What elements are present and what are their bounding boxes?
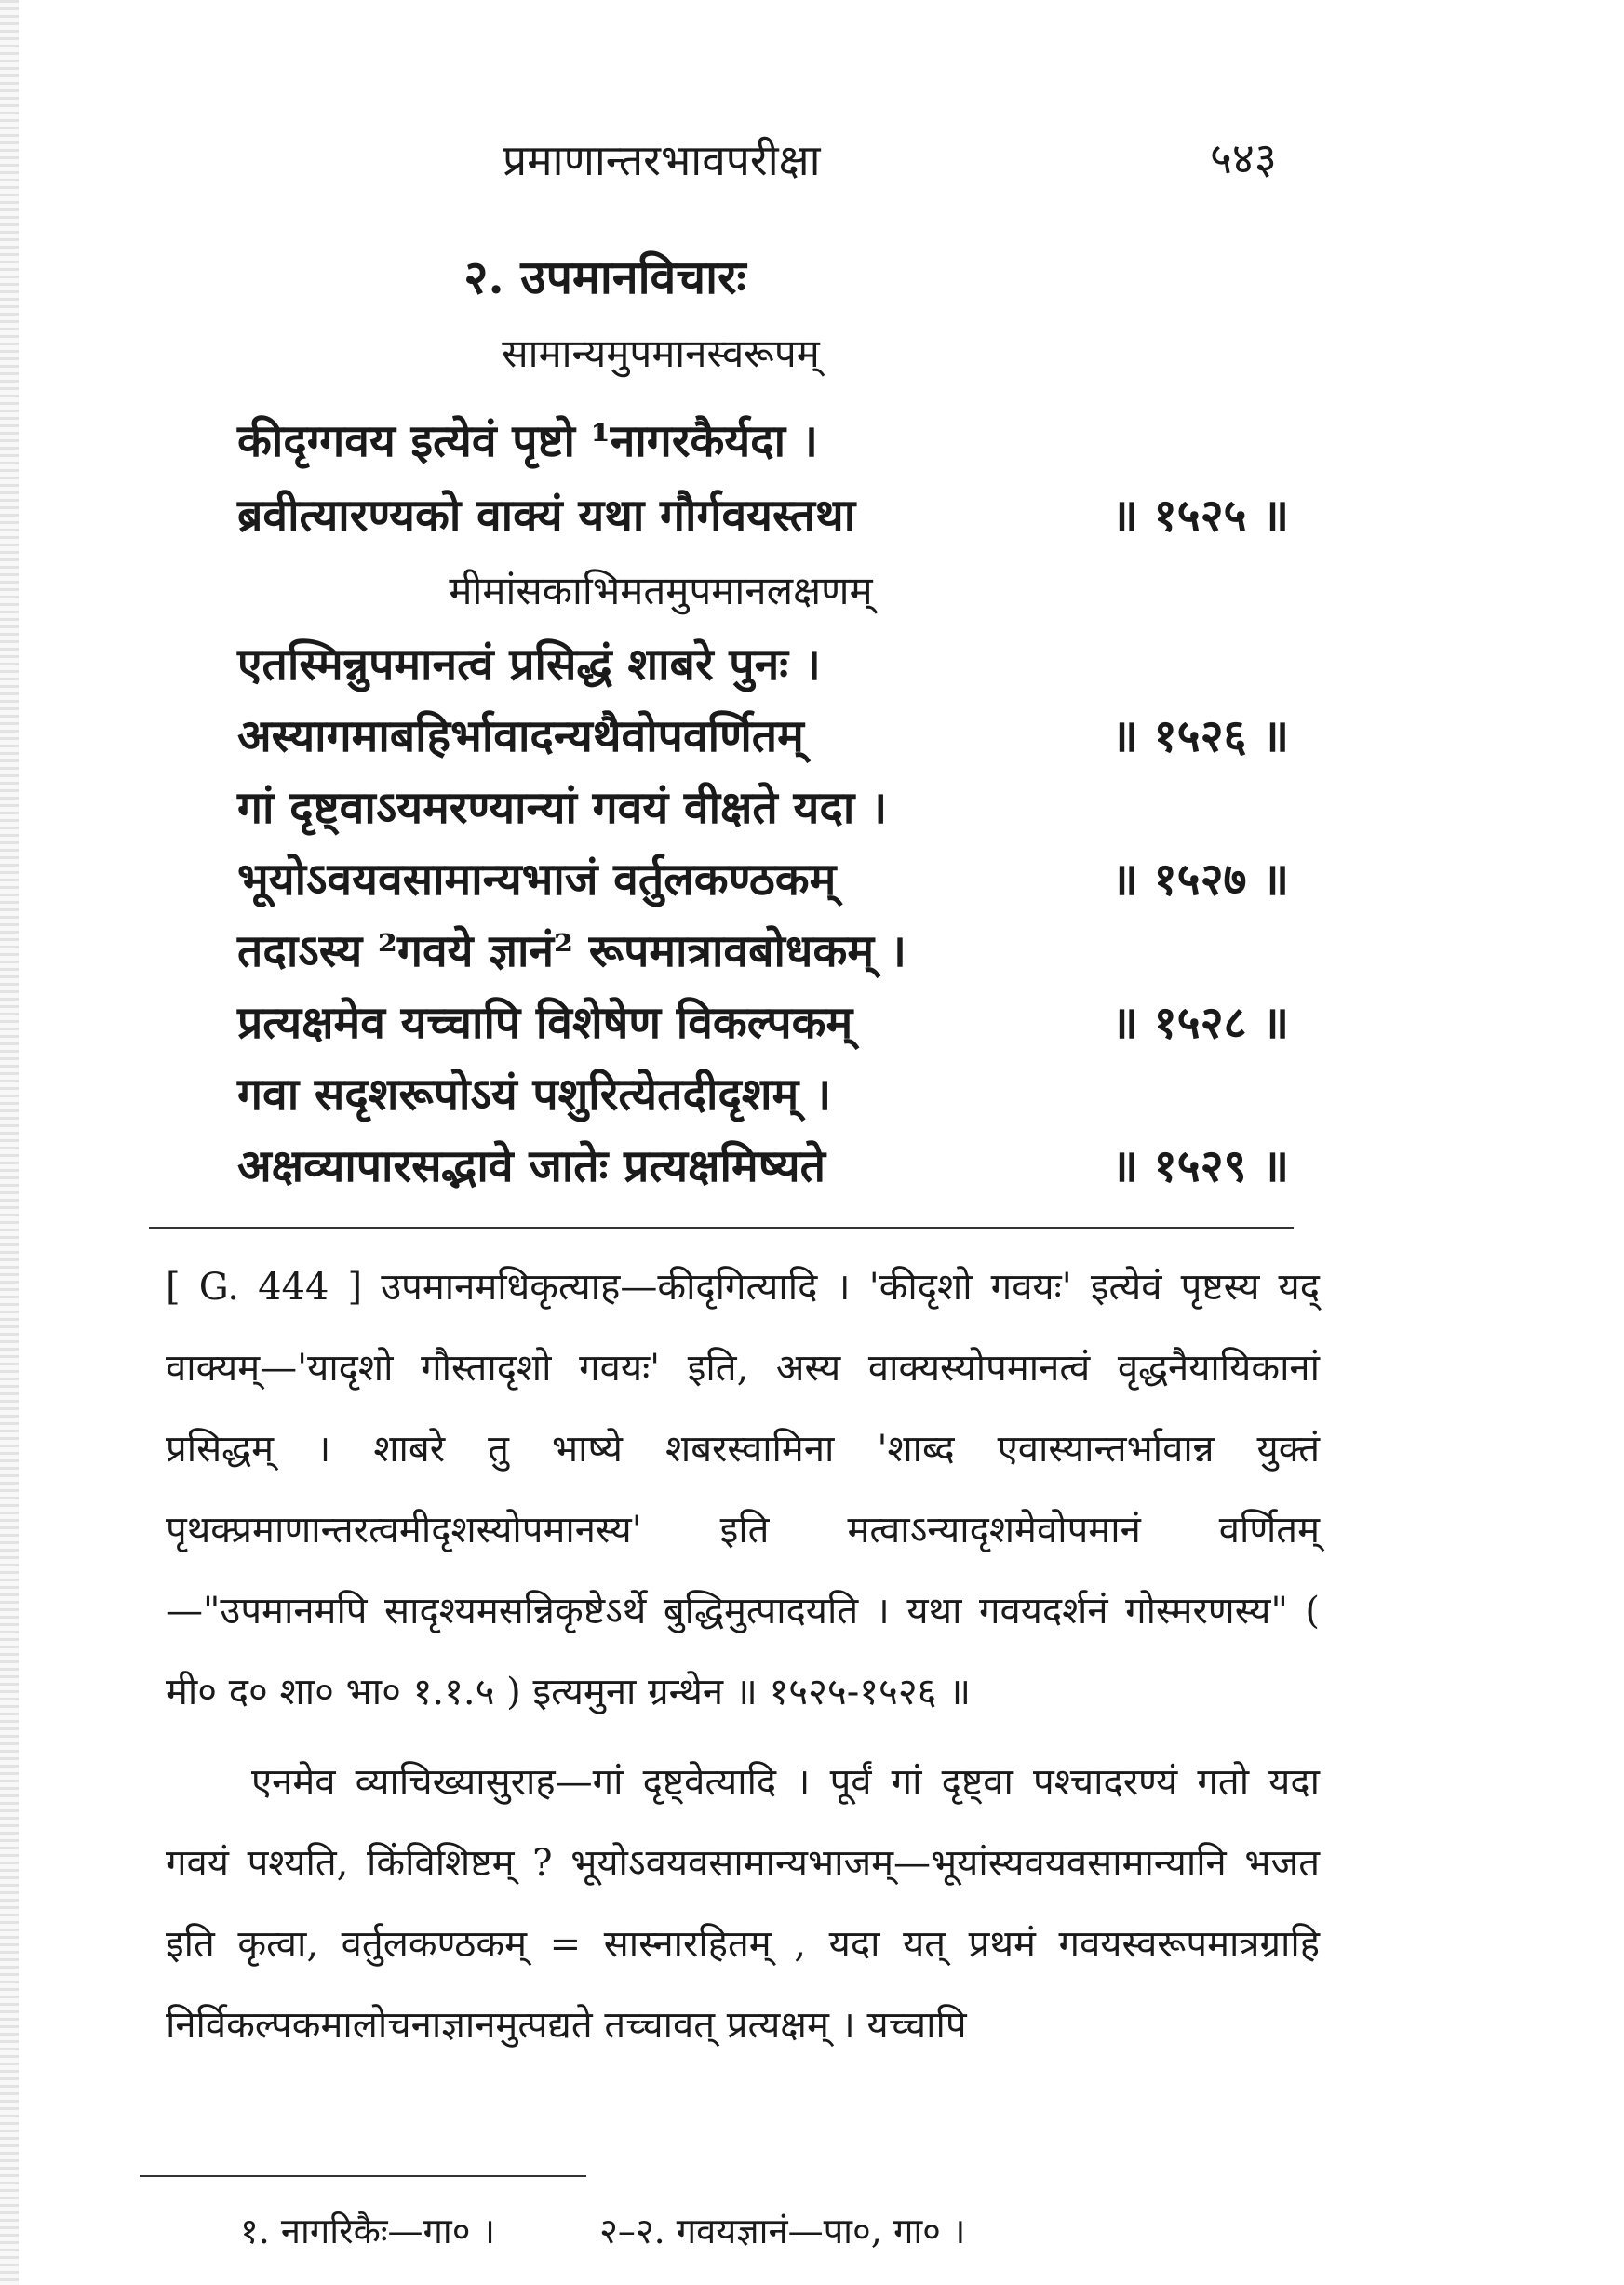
verse-line <box>237 705 1289 765</box>
verse-line <box>237 633 1289 693</box>
footnotes <box>240 2206 965 2254</box>
verse-number: ॥ १५२९ ॥ <box>1111 1140 1289 1192</box>
verse-text: अस्यागमाबहिर्भावादन्यथैवोपवर्णितम् <box>237 710 804 762</box>
verse-line <box>237 848 1289 908</box>
page-number: ५४३ <box>1210 133 1277 183</box>
footnote: १. नागरिकैः—गा० । <box>240 2211 495 2251</box>
footnote-divider <box>140 2175 586 2177</box>
verse-commentary-divider <box>149 1227 1294 1229</box>
verse-text: अक्षव्यापारसद्भावे जातेः प्रत्यक्षमिष्यते <box>237 1140 825 1192</box>
subheading-upamana-svarupa: सामान्यमुपमानस्वरूपम् <box>502 330 820 376</box>
running-title: प्रमाणान्तरभावपरीक्षा <box>503 135 821 185</box>
verse-line <box>237 1063 1289 1123</box>
verse-text: प्रत्यक्षमेव यच्चापि विशेषेण विकल्पकम् <box>237 997 853 1049</box>
verse-line <box>237 410 1289 470</box>
verse-number: ॥ १५२७ ॥ <box>1111 854 1289 906</box>
verse-text: कीदृग्गवय इत्येवं पृष्टो ¹नागरकैर्यदा । <box>237 415 818 467</box>
verse-text: तदाऽस्य ²गवये ज्ञानं² रूपमात्रावबोधकम् । <box>237 925 906 977</box>
commentary-paragraph: [ G. 444 ] उपमानमधिकृत्याह—कीदृगित्यादि । 'कीदृशो गवयः' इत्येवं पृष्टस्य यद् वाक्यम्—'यादृशो गौस्तादृशो गवयः' इति, अस्य वाक्यस्योपमानत्वं वृद्धनैयायिकानां प्रसिद्धम् । शाबरे तु भाष्ये शबरस्वामिना 'शाब्द एवास्यान्तर्भावान्न युक्तं पृथक्प्रमाणान्तरत्वमीदृशस्योपमानस्य' इति मत्वाऽन्यादृशमेवोपमानं वर्णितम्—"उपमानमपि सादृश्यमसन्निकृष्टेऽर्थे बुद्धिमुत्पादयति । यथा गवयदर्शनं गोस्मरणस्य" ( मी० द० शा० भा० १.१.५ ) इत्यमुना ग्रन्थेन ॥ १५२५-१५२६ ॥ <box>166 1266 1320 1714</box>
verse-text: ब्रवीत्यारण्यको वाक्यं यथा गौर्गवयस्तथा <box>237 490 856 542</box>
verse-line <box>237 920 1289 980</box>
verse-text: भूयोऽवयवसामान्यभाजं वर्तुलकण्ठकम् <box>237 854 837 906</box>
section-title: २. उपमानविचारः <box>463 249 746 304</box>
verse-number: ॥ १५२६ ॥ <box>1111 710 1289 762</box>
verse-text: एतस्मिन्नुपमानत्वं प्रसिद्धं शाबरे पुनः । <box>237 638 821 691</box>
verse-line <box>237 991 1289 1052</box>
commentary <box>166 1247 1320 2066</box>
verse-text: गवा सदृशरूपोऽयं पशुरित्येतदीदृशम् । <box>237 1069 832 1121</box>
verse-number: ॥ १५२५ ॥ <box>1111 490 1289 542</box>
verse-line <box>237 776 1289 837</box>
verse-line <box>237 1135 1289 1195</box>
subheading-mimamsaka-lakshana: मीमांसकाभिमतमुपमानलक्षणम् <box>449 568 873 613</box>
verse-line <box>237 484 1289 544</box>
verse-number: ॥ १५२८ ॥ <box>1111 997 1289 1049</box>
footnote: २–२. गवयज्ञानं—पा०, गा० । <box>599 2211 966 2251</box>
verse-text: गां दृष्ट्वाऽयमरण्यान्यां गवयं वीक्षते यदा । <box>237 782 888 834</box>
commentary-paragraph: एनमेव व्याचिख्यासुराह—गां दृष्ट्वेत्यादि । पूर्वं गां दृष्ट्वा पश्चादरण्यं गतो यदा गवयं पश्यति, किंविशिष्टम् ? भूयोऽवयवसामान्यभाजम्—भूयांस्यवयवसामान्यानि भजत इति कृत्वा, वर्तुलकण्ठकम् = सास्नारहितम् , यदा यत् प्रथमं गवयस्वरूपमात्रग्राहि निर्विकल्पकमालोचनाज्ञानमुत्पद्यते तच्चावत् प्रत्यक्षम् । यच्चापि <box>166 1761 1320 2047</box>
